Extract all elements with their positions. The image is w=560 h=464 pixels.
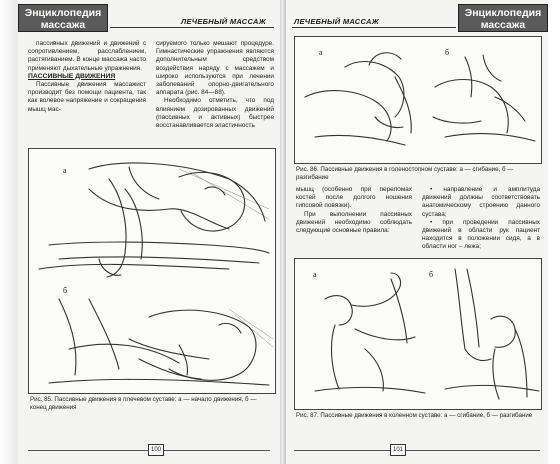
text-column-2 [422,186,540,252]
running-head: ЛЕЧЕБНЫЙ МАССАЖ [181,17,266,26]
figure-label-a: а [319,48,323,57]
page-number: 101 [390,444,406,456]
page-number: 100 [148,444,164,456]
page-edge [0,0,18,464]
list-item: • при проведении пассивных движений в области рук пациент находится в положении сидя, а в области ног – лежа; [422,218,540,251]
encyclopedia-tab: Энциклопедия массажа [18,4,108,32]
text-column-2 [156,40,274,130]
massage-illustration [29,149,275,393]
paragraph: мышц (особенно при переломах костей после долгого ношения гипсовой повязки). [296,186,412,210]
paragraph: Пассивные движения массажист производит без помощи пациента, так как волевое напряжение и сокращения мышц мас- [28,81,146,113]
text-column-1 [296,186,412,235]
header-rule [110,27,274,28]
right-page [286,0,548,464]
figure-caption: Рис. 85. Пассивные движения в плечевом суставе: а — начало движения, б — конец движения [30,396,257,411]
figure-label-b: б [429,270,434,279]
figure-caption-top: Рис. 86. Пассивные движения в голеностопном суставе: а — сгибание, б — разгибание [296,166,514,181]
footer-rule [294,450,540,451]
header-rule [292,27,456,28]
figure-caption-bottom: Рис. 87. Пассивные движения в коленном суставе: а — сгибание, б — разгибание [296,412,533,419]
figure-label-b: б [63,286,68,295]
section-title: ПАССИВНЫЕ ДВИЖЕНИЯ [28,72,116,80]
running-head: ЛЕЧЕБНЫЙ МАССАЖ [294,17,379,26]
figure-85 [28,148,276,394]
ankle-illustration [295,37,541,163]
figure-label-b: б [445,48,450,57]
figure-87 [294,258,542,410]
paragraph: Необходимо отметить, что под влиянием дозированных движений (пассивных и активных) быстрее восстанавливается эластичность [156,97,274,130]
knee-illustration [295,259,541,409]
figure-label-a: а [313,270,317,279]
figure-86 [294,36,542,164]
figure-label-a: а [63,166,67,175]
paragraph: сируемого только мешают процедуре. Гимнастические упражнения являются дополнительным средством воздействия наряду с массажем и широко используются при лечении заболеваний опорно-двигательного аппарата (рис. 84—88). [156,40,274,97]
paragraph: пассивных движений и движений с сопротивлением, расслаблением, растягиванием. В конце массажа часто применяют дыхательные упражнения. [28,40,146,72]
text-column-1 [28,40,146,114]
list-item: • направление и амплитуда движений должны соответствовать анатомическому строению данного сустава; [422,186,541,218]
encyclopedia-tab: Энциклопедия массажа [458,4,548,32]
paragraph: При выполнении пассивных движений необходимо соблюдать следующие основные правила: [296,210,412,235]
left-page [18,0,280,464]
